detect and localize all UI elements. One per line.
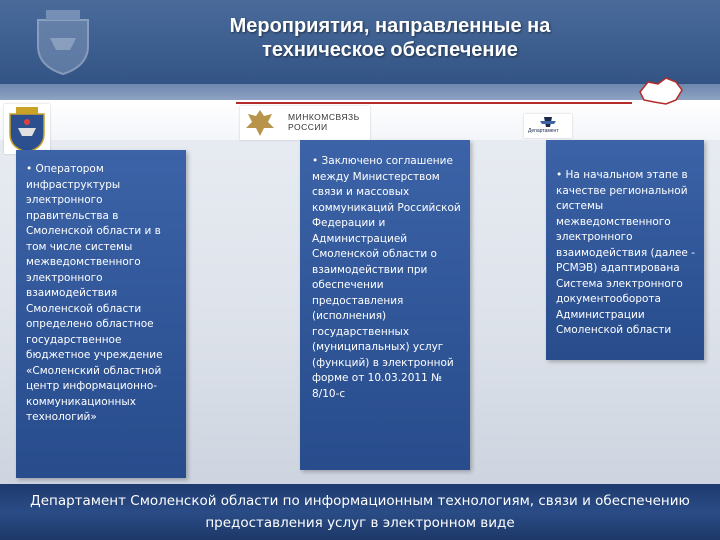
smolensk-coat-of-arms-icon bbox=[30, 6, 96, 76]
column-3-text: На начальном этапе в качестве региональной системы межведомственного электронного взаимодействия (далее - РСМЭВ) адаптирована Система электронного документооборота Администрации Смоленской области bbox=[556, 169, 696, 336]
footer-text: Департамент Смоленской области по информационным технологиям, связи и обеспечению предоставления услуг в электронном виде bbox=[30, 493, 690, 531]
bullet-icon: • bbox=[26, 163, 36, 175]
footer-banner bbox=[0, 484, 720, 540]
bullet-icon: • bbox=[556, 169, 566, 181]
column-1-text: Оператором инфраструктуры электронного правительства в Смоленской области и в том числе системы межведомственного электронного взаимодействия Смоленской области определено областное государственное бюджетное учреждение «Смоленский областной центр информационно-коммуникационных технологий» bbox=[26, 163, 163, 423]
ministry-logo bbox=[240, 106, 370, 140]
department-logo bbox=[524, 114, 572, 138]
header-banner bbox=[0, 0, 720, 100]
page-title: Мероприятия, направленные на техническое обеспечение bbox=[229, 15, 551, 61]
info-column-operator bbox=[16, 150, 186, 478]
region-map-icon bbox=[636, 74, 686, 108]
info-column-agreement bbox=[300, 140, 470, 470]
smolensk-emblem-icon bbox=[4, 104, 50, 154]
column-2-text: Заключено соглашение между Министерством связи и массовых коммуникаций Российской Федерации и Администрацией Смоленской области о взаимодействии при обеспечении предоставления (исполнения) государственных (муниципальных) услуг (функций) в электронной форме от 10.03.2011 № 8/10-с bbox=[312, 155, 461, 400]
smolensk-logo bbox=[4, 104, 50, 154]
header-divider bbox=[0, 84, 720, 100]
department-emblem-icon bbox=[524, 115, 572, 129]
bullet-icon: • bbox=[312, 155, 322, 167]
column-text bbox=[312, 154, 464, 402]
department-logo-text: Департамент bbox=[528, 128, 559, 134]
ministry-logo-text: МИНКОМСВЯЗЬ РОССИИ bbox=[288, 112, 360, 132]
column-text bbox=[26, 162, 178, 426]
info-column-rsmev bbox=[546, 140, 704, 360]
double-eagle-icon bbox=[240, 106, 280, 140]
accent-line bbox=[236, 102, 632, 104]
column-text bbox=[556, 168, 702, 339]
